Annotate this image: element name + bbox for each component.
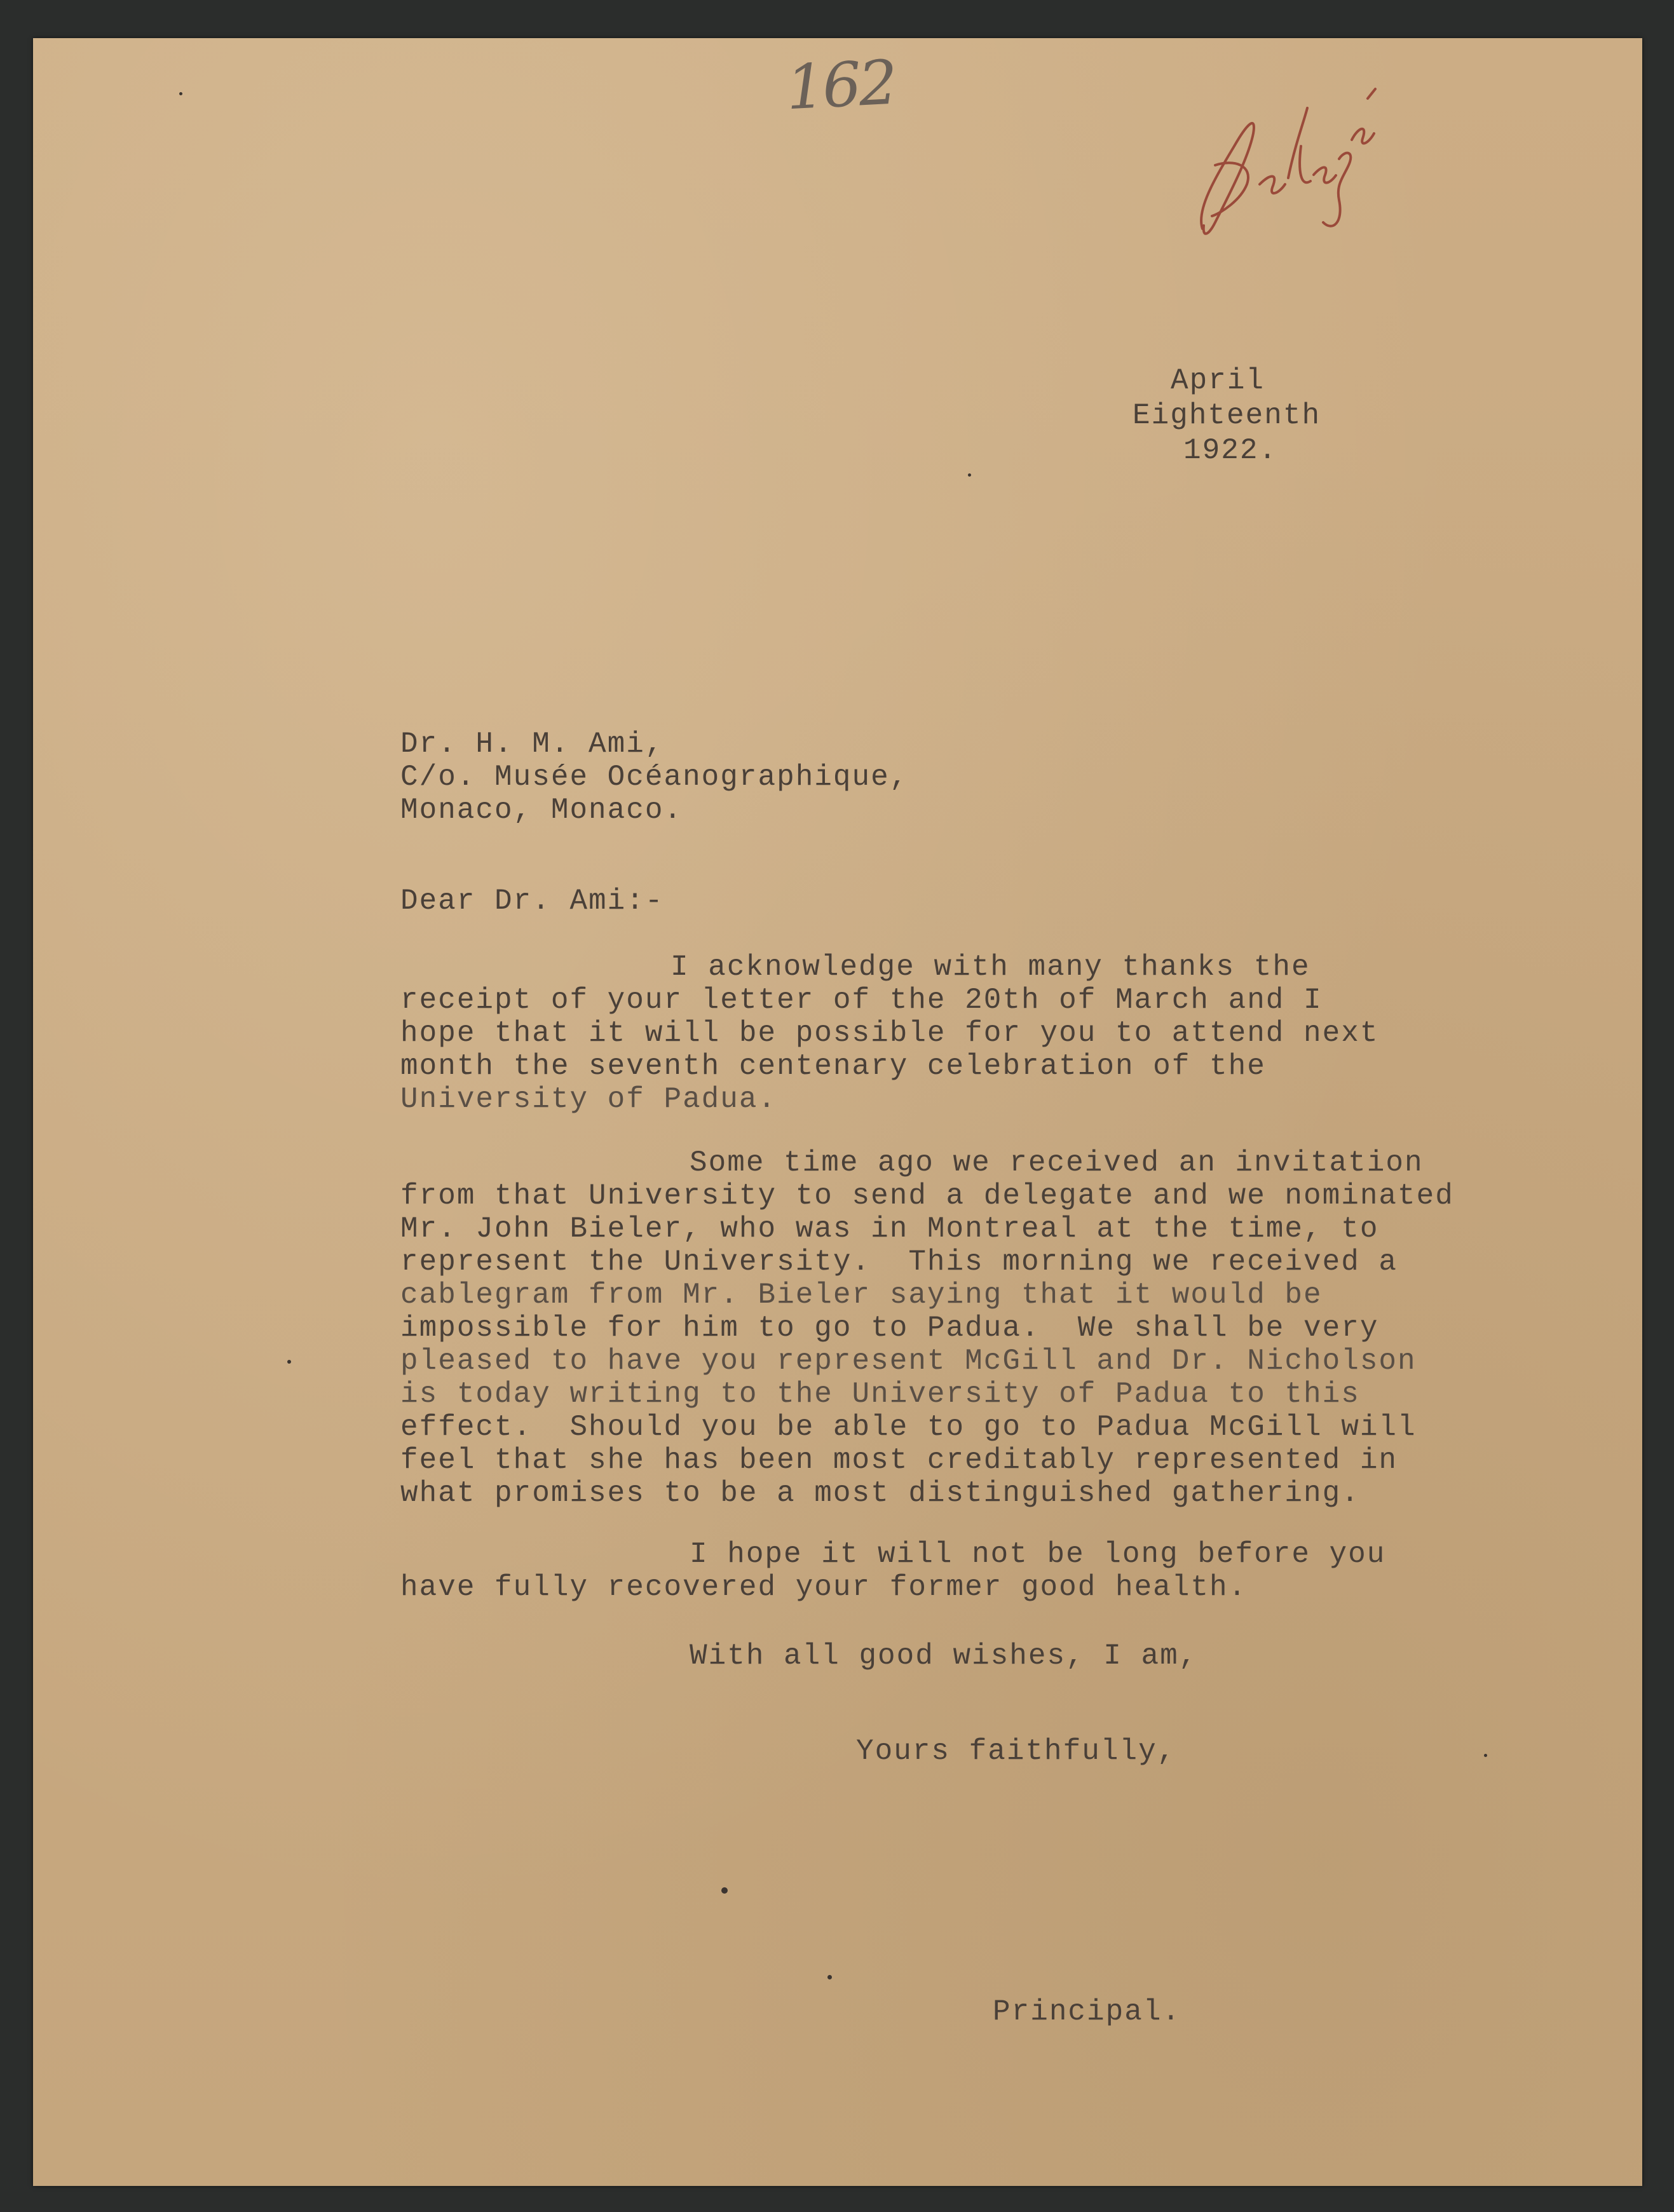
paragraph-line: represent the University. This morning we received a bbox=[400, 1245, 1398, 1279]
recipient-address-line-1: C/o. Musée Océanographique, bbox=[400, 761, 909, 794]
closing-wishes: With all good wishes, I am, bbox=[690, 1639, 1198, 1673]
paragraph-line: have fully recovered your former good health. bbox=[400, 1571, 1248, 1604]
paragraph-line: effect. Should you be able to go to Padua McGill will bbox=[400, 1411, 1417, 1444]
recipient-name: Dr. H. M. Ami, bbox=[400, 728, 664, 761]
paragraph-line: Some time ago we received an invitation bbox=[690, 1146, 1424, 1179]
paper-speck bbox=[827, 1975, 832, 1979]
paragraph-line: pleased to have you represent McGill and Dr. Nicholson bbox=[400, 1345, 1417, 1378]
paragraph-line: cablegram from Mr. Bieler saying that it would be bbox=[400, 1279, 1323, 1312]
paragraph-line: Mr. John Bieler, who was in Montreal at the time, to bbox=[400, 1212, 1379, 1245]
paragraph-line: what promises to be a most distinguished gathering. bbox=[400, 1477, 1360, 1510]
handwritten-delegate-note bbox=[1177, 64, 1393, 254]
recipient-address bbox=[400, 728, 1227, 836]
paragraph-3 bbox=[400, 1538, 1608, 1608]
paragraph-line: month the seventh centenary celebration of the bbox=[400, 1050, 1266, 1083]
date-month: April bbox=[1171, 364, 1265, 397]
signature-title: Principal. bbox=[993, 1995, 1181, 2028]
paragraph-line: impossible for him to go to Padua. We shall be very bbox=[400, 1312, 1379, 1345]
date-block bbox=[1133, 363, 1361, 472]
salutation: Dear Dr. Ami:- bbox=[400, 885, 664, 918]
paragraph-line: I acknowledge with many thanks the bbox=[670, 951, 1310, 984]
paragraph-2 bbox=[400, 1146, 1608, 1515]
paper-speck bbox=[179, 92, 182, 95]
date-year: 1922. bbox=[1183, 434, 1278, 467]
letter-page bbox=[33, 38, 1642, 2186]
paragraph-line: is today writing to the University of Padua to this bbox=[400, 1378, 1360, 1411]
paper-speck bbox=[721, 1887, 728, 1894]
paragraph-line: hope that it will be possible for you to attend next bbox=[400, 1017, 1379, 1050]
recipient-address-line-2: Monaco, Monaco. bbox=[400, 794, 683, 827]
handwritten-page-number: 162 bbox=[784, 46, 897, 124]
paragraph-line: feel that she has been most creditably represented in bbox=[400, 1444, 1398, 1477]
paragraph-1 bbox=[400, 951, 1608, 1122]
paper-speck bbox=[1484, 1754, 1487, 1757]
paper-speck bbox=[968, 473, 971, 477]
paragraph-line: University of Padua. bbox=[400, 1083, 777, 1116]
paragraph-line: from that University to send a delegate and we nominated bbox=[400, 1179, 1454, 1212]
paragraph-line: I hope it will not be long before you bbox=[690, 1538, 1386, 1571]
paragraph-line: receipt of your letter of the 20th of March and I bbox=[400, 984, 1323, 1017]
paper-speck bbox=[287, 1360, 291, 1364]
valediction: Yours faithfully, bbox=[856, 1735, 1176, 1768]
date-day: Eighteenth bbox=[1133, 399, 1321, 432]
